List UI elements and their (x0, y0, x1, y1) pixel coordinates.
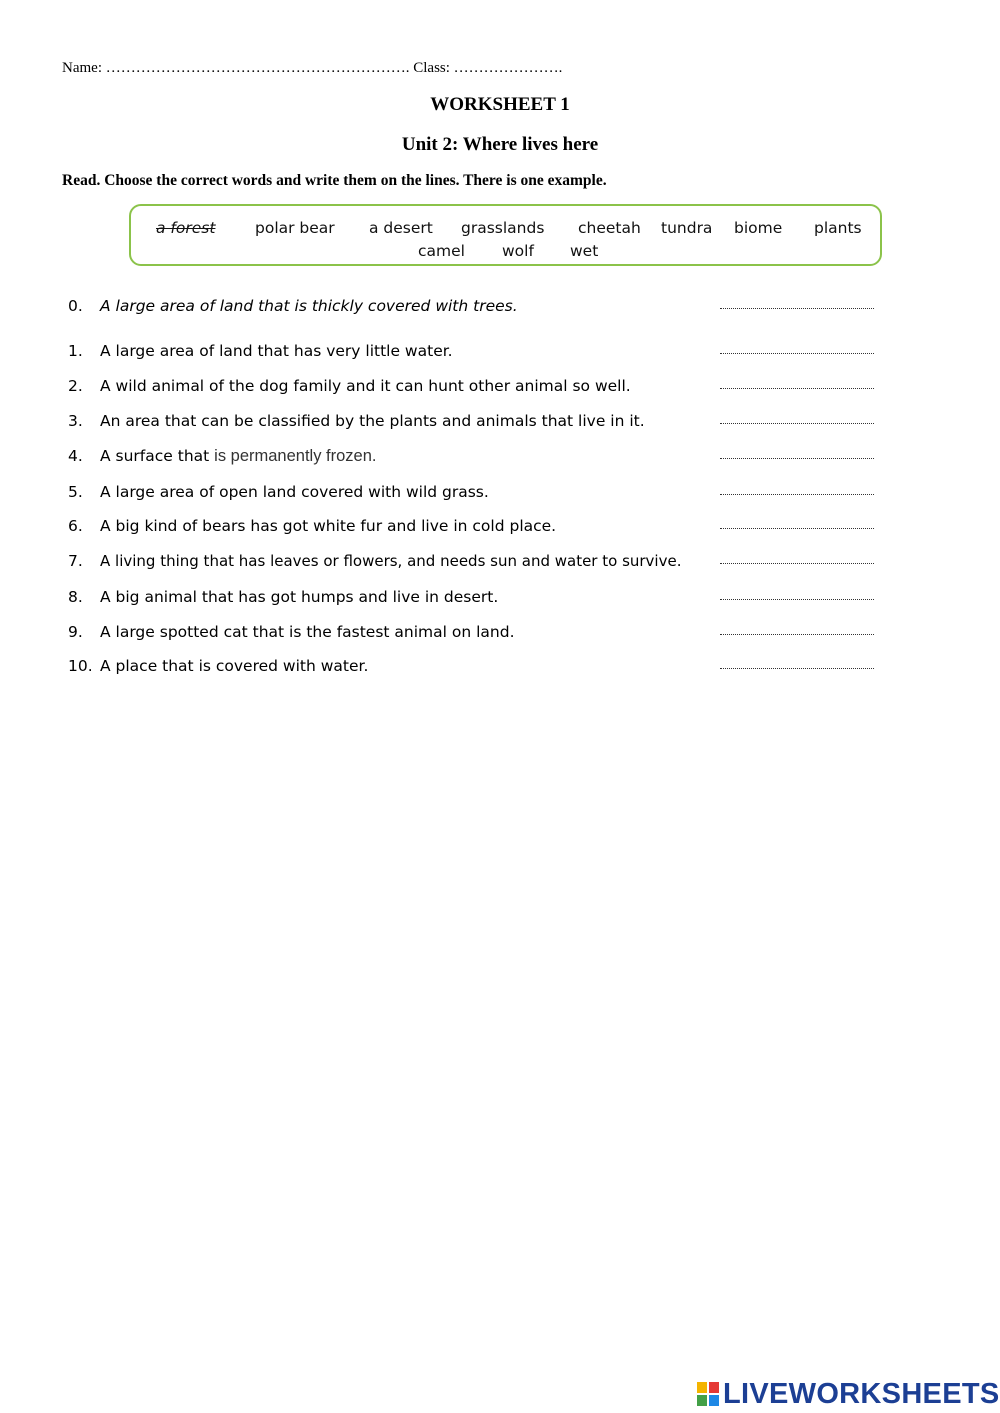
question-number: 3. (68, 412, 83, 430)
instruction: Read. Choose the correct words and write them on the lines. There is one example. (62, 172, 607, 189)
worksheet-title: WORKSHEET 1 (430, 94, 570, 115)
question-text: A large area of land that is thickly covered with trees. (100, 297, 518, 315)
word-bank-item: tundra (661, 219, 713, 237)
answer-line-3[interactable] (720, 417, 874, 424)
question-text: An area that can be classified by the plants and animals that live in it. (100, 412, 645, 430)
answer-line-4[interactable] (720, 452, 874, 459)
question-number: 0. (68, 297, 83, 315)
logo-block (709, 1382, 719, 1393)
question-text (100, 447, 376, 466)
question-text: A large area of land that has very little water. (100, 342, 453, 360)
question-number: 10. (68, 657, 93, 675)
logo-text: LIVEWORKSHEETS (723, 1377, 1000, 1410)
question-text-part: A surface that (100, 447, 215, 465)
question-number: 6. (68, 517, 83, 535)
answer-line-6[interactable] (720, 522, 874, 529)
word-bank-item: grasslands (461, 219, 545, 237)
question-number: 5. (68, 483, 83, 501)
word-bank-item: polar bear (255, 219, 335, 237)
word-bank-item: biome (734, 219, 783, 237)
word-bank-item: plants (814, 219, 862, 237)
unit-title: Unit 2: Where lives here (401, 134, 599, 155)
question-number: 8. (68, 588, 83, 606)
question-number: 2. (68, 377, 83, 395)
question-text: A big kind of bears has got white fur and live in cold place. (100, 517, 557, 535)
question-text: A large spotted cat that is the fastest animal on land. (100, 623, 515, 641)
question-text: A wild animal of the dog family and it can hunt other animal so well. (100, 377, 631, 395)
word-bank-item-example: a forest (156, 219, 216, 237)
answer-line-9[interactable] (720, 628, 874, 635)
answer-line-0[interactable] (720, 302, 874, 309)
answer-line-5[interactable] (720, 488, 874, 495)
logo-blocks-icon (697, 1382, 719, 1406)
word-bank-item: wet (570, 242, 599, 260)
question-text: A place that is covered with water. (100, 657, 369, 675)
question-text-part: is permanently frozen. (214, 447, 377, 465)
word-bank-item: cheetah (578, 219, 641, 237)
liveworksheets-logo (697, 1378, 1000, 1410)
answer-line-7[interactable] (720, 557, 874, 564)
question-number: 1. (68, 342, 83, 360)
name-class-line: Name: ……………………………………………………. Class: …………………. (62, 60, 563, 76)
logo-block (709, 1395, 719, 1406)
question-number: 7. (68, 552, 83, 570)
question-text: A large area of open land covered with wild grass. (100, 483, 489, 501)
logo-block (697, 1382, 707, 1393)
question-number: 9. (68, 623, 83, 641)
word-bank-item: a desert (369, 219, 433, 237)
word-bank-item: camel (418, 242, 465, 260)
logo-block (697, 1395, 707, 1406)
word-bank-item: wolf (502, 242, 534, 260)
answer-line-1[interactable] (720, 347, 874, 354)
word-bank (129, 204, 882, 266)
question-text: A big animal that has got humps and live in desert. (100, 588, 499, 606)
question-text: A living thing that has leaves or flowers, and needs sun and water to survive. (100, 552, 682, 570)
answer-line-8[interactable] (720, 593, 874, 600)
question-number: 4. (68, 447, 83, 465)
answer-line-2[interactable] (720, 382, 874, 389)
answer-line-10[interactable] (720, 662, 874, 669)
